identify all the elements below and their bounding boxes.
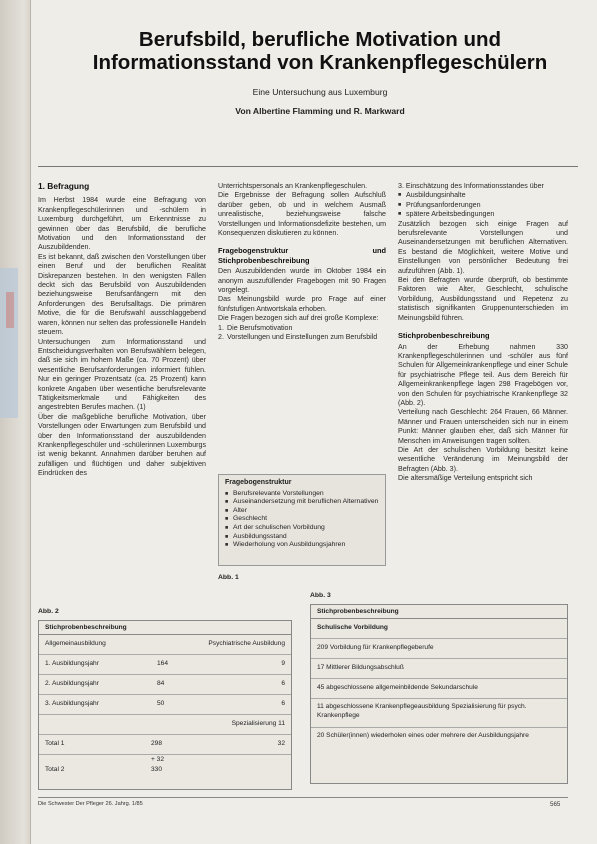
table-row: [311, 639, 567, 659]
paragraph: Zusätzlich bezogen sich einige Fragen auf berufsrelevante Vorstellungen und Auseinandersetzungen mit beruflichen Alternativen. Es bestand die Möglichkeit, weitere Motive und Einstellungen von persönlicher Bedeutung frei aufzuführen (Abb. 1).: [398, 219, 568, 275]
section-heading-befragung: 1. Befragung: [38, 181, 90, 191]
figure-1-title: Fragebogenstruktur: [225, 479, 292, 486]
paragraph: Das Meinungsbild wurde pro Frage auf einer fünfstufigen Antwortskala erhoben.: [218, 295, 386, 313]
paragraph: An der Erhebung nahmen 330 Krankenpflegeschülerinnen und -schüler aus fünf Schulen für Allgemeinkrankenpflege und einer Schule für psychiatrische Pflege teil. Aus dem Bereich für Allgemeinkrankenpflege lagen 298 Fragebögen vor, von den Schulen für psychiatrische Krankenpflege 32 (Abb. 2).: [398, 342, 568, 407]
paragraph: Verteilung nach Geschlecht: 264 Frauen, 66 Männer. Männer und Frauen unterscheiden sich nur in einem Punkt: Männer glauben eher, daß sich Männer für Menschen im Anweisungen tragen sollten.: [398, 408, 568, 445]
paragraph: Über die maßgebliche berufliche Motivation, über Vorstellungen oder Erwartungen zum Berufsbild und über den Informationsstand der auszubildenden Krankenpflegeschüler und -schülerinnen Luxemburgs ist wenig bekannt. Annahmen darüber beruhen auf zufälligen und flüchtigen und daher subjektiven Eindrücken des: [38, 412, 206, 478]
table-row: [39, 755, 291, 779]
table-cell: + 32: [151, 756, 165, 763]
title-line-2: Informationsstand von Krankenpflegeschülern: [92, 51, 548, 74]
paragraph: Die altersmäßige Verteilung entspricht sich: [398, 474, 533, 483]
paragraph: Die Fragen bezogen sich auf drei große Komplexe:: [218, 314, 379, 323]
table-title: Stichprobenbeschreibung: [39, 621, 291, 635]
table-cell: 17 Mittlerer Bildungsabschluß: [317, 664, 404, 671]
header-rule: [38, 166, 578, 167]
table-cell: 84: [157, 680, 165, 687]
table-cell: 1. Ausbildungsjahr: [45, 660, 99, 667]
table-cell: 2. Ausbildungsjahr: [45, 680, 99, 687]
article-title: [60, 28, 580, 74]
table-cell: 50: [157, 700, 165, 707]
footer-rule: [38, 797, 568, 798]
table-row: [39, 655, 291, 675]
paragraph: Im Herbst 1984 wurde eine Befragung von Krankenpflegeschülerinnen und -schülern in Luxemburg durchgeführt, um Erkenntnisse zu gewinnen über das Berufsbild, die berufliche Motivation und den Informationsstand der Auszubildenden.: [38, 196, 206, 252]
paragraph: 3. Einschätzung des Informationsstandes über: [398, 182, 544, 190]
list-item: ■ spätere Arbeitsbedingungen: [398, 210, 568, 219]
list-item: ■ Art der schulischen Vorbildung: [225, 524, 379, 533]
list-item: ■ Prüfungsanforderungen: [398, 201, 568, 210]
article-authors: Von Albertine Flamming und R. Markward: [235, 106, 405, 116]
table-row: [39, 715, 291, 735]
table-header-row: [39, 635, 291, 655]
paragraph: Die Ergebnisse der Befragung sollen Aufschluß darüber geben, ob und in welchem Ausmaß unrealistische, beziehungsweise falsche Vorstellungen und Informationsdefizite bestehen, um Konsequenzen diskutieren zu können.: [218, 191, 386, 238]
table-header-cell: Psychiatrische Ausbildung: [208, 640, 285, 647]
list-item: ■ Ausbildungsinhalte: [398, 191, 568, 200]
column-3: [398, 182, 568, 484]
list-item: 2. Vorstellungen und Einstellungen zum Berufsbild: [218, 333, 378, 342]
table-cell: 6: [281, 680, 285, 687]
table-subheader-row: [311, 619, 567, 639]
list-item: ■ Auseinandersetzung mit beruflichen Alternativen: [225, 498, 379, 507]
paragraph: Untersuchungen zum Informationsstand und Entscheidungsverhalten von Berufswählern belegen, daß sie sich im hohem Maße (ca. 70 Prozent) über wesentliche Berufsanforderungen informiert fühlen. Nur ein geringer Prozentsatz (ca. 25 Prozent) kann konkrete Angaben über wesentliche berufsrelevante Tätigkeitsmerkmale und Fähigkeiten des angestrebten Berufes machen. (1): [38, 337, 206, 412]
figure-3-table: [310, 604, 568, 784]
paragraph: Unterrichtspersonals an Krankenpflegeschulen.: [218, 182, 368, 190]
list-item: 1. Die Berufsmotivation: [218, 323, 293, 332]
table-row: [39, 675, 291, 695]
figure-3-caption: Abb. 3: [310, 592, 331, 599]
table-row: [311, 659, 567, 679]
figure-1-box: [218, 474, 386, 566]
adjacent-page-color-mark: [6, 292, 14, 328]
table-cell: 6: [281, 700, 285, 707]
adjacent-page-bleed: [0, 0, 31, 844]
table-cell: 3. Ausbildungsjahr: [45, 700, 99, 707]
table-cell: 9: [281, 660, 285, 667]
table-header-cell: Allgemeinausbildung: [45, 640, 106, 647]
footer-journal: Die Schwester Der Pfleger 26. Jahrg. 1/85: [38, 801, 143, 807]
table-row: [311, 728, 567, 756]
table-cell: Total 2: [45, 766, 65, 773]
section-heading-fragebogenstruktur: Fragebogenstruktur und Stichprobenbeschreibung: [218, 246, 386, 265]
table-cell: Spezialisierung 11: [231, 720, 285, 727]
section-heading-stichprobe: Stichprobenbeschreibung: [398, 331, 490, 341]
figure-1-caption: Abb. 1: [218, 574, 239, 581]
table-row: [39, 735, 291, 755]
list-item: ■ Ausbildungsstand: [225, 533, 379, 542]
figure-2-caption: Abb. 2: [38, 608, 59, 615]
page-number: 565: [550, 801, 561, 808]
title-line-1: Berufsbild, berufliche Motivation und: [138, 28, 502, 51]
paragraph: Bei den Befragten wurde überprüft, ob bestimmte Faktoren wie Alter, Geschlecht, schulische Vorbildung, Ausbildungsstand und Repetenz zu statistisch signifikanten Gruppenunterschieden im Meinungsbild führen.: [398, 276, 568, 322]
figure-1-list: [225, 490, 379, 550]
column-2: [218, 182, 386, 343]
list-item: ■ Geschlecht: [225, 515, 379, 524]
table-cell: 45 abgeschlossene allgemeinbildende Sekundarschule: [317, 684, 478, 691]
table-cell: 298: [151, 740, 163, 747]
table-title: Stichprobenbeschreibung: [311, 605, 567, 619]
table-row: [311, 679, 567, 699]
column-1: [38, 182, 206, 479]
list-item: ■ Alter: [225, 507, 379, 516]
table-row: [39, 695, 291, 715]
paragraph: Es ist bekannt, daß zwischen den Vorstellungen über einen Beruf und der beruflichen Realität Diskrepanzen bestehen. In den wenigsten Fällen deckt sich das Berufsbild von Auszubildenden beziehungsweise Berufsanfängern mit den Anforderungen des Berufsalltags. Die primären Motive, die für die Berufswahl ausschlaggebend waren, können nur selten das professionelle Handeln steuern.: [38, 252, 206, 337]
complex-list: [218, 324, 386, 343]
paragraph: Den Auszubildenden wurde im Oktober 1984 ein anonym auszufüllender Fragebogen mit 90 Fragen vorgelegt.: [218, 267, 386, 295]
paragraph: Die Art der schulischen Vorbildung besitzt keine wesentliche Veränderung im Meinungsbild der Befragten (Abb. 3).: [398, 445, 568, 473]
list-item: ■ Wiederholung von Ausbildungsjahren: [225, 541, 379, 550]
table-row: [311, 699, 567, 728]
table-cell: 164: [157, 660, 169, 667]
table-cell: Total 1: [45, 740, 65, 747]
table-cell: Schulische Vorbildung: [317, 624, 388, 631]
adjacent-page-color-strip: [0, 268, 18, 418]
table-cell: 11 abgeschlossene Krankenpflegeausbildung Spezialisierung für psych. Krankenpflege: [317, 703, 527, 719]
table-cell: 20 Schüler(innen) wiederholen eines oder mehrere der Ausbildungsjahre: [317, 732, 529, 739]
table-cell: 32: [277, 740, 285, 747]
info-list: [398, 191, 568, 219]
table-cell: 209 Vorbildung für Krankenpflegeberufe: [317, 644, 434, 651]
list-item: ■ Berufsrelevante Vorstellungen: [225, 490, 379, 499]
article-subtitle: Eine Untersuchung aus Luxemburg: [252, 87, 388, 97]
figure-2-table: [38, 620, 292, 790]
table-cell: 330: [151, 766, 163, 773]
